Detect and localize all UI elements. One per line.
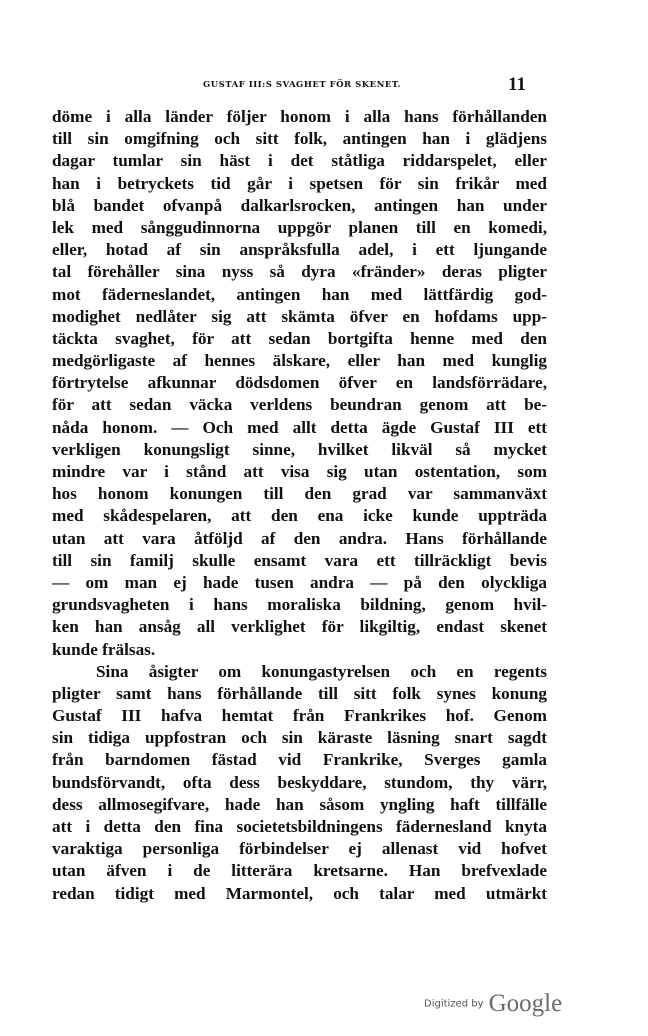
text-line: till sin omgifning och sitt folk, antingen han i glädjens [52,129,547,149]
text-line: eller, hotad af sin anspråksfulla adel, i ett ljungande [52,240,547,260]
text-line: mot fäderneslandet, antingen han med lättfärdig god- [52,284,547,304]
text-line: utan att vara åtföljd af den andra. Hans förhållande [52,528,547,548]
text-line: Gustaf III hafva hemtat från Frankrikes hof. Genom [52,706,547,726]
text-line: blå bandet ofvanpå dalkarlsrocken, antingen han under [52,195,547,215]
text-line: lek med sånggudinnorna uppgör planen till en komedi, [52,217,547,237]
paragraph-last-line: kunde frälsas. [52,639,156,659]
text-line: dess allmosegifvare, hade han såsom yngling haft tillfälle [52,794,547,814]
text-line: förtrytelse afkunnar dödsdomen öfver en landsförrädare, [52,373,547,393]
text-line: att i detta den fina societetsbildningens fädernesland knyta [52,817,547,836]
text-line: pligter samt hans förhållande till sitt folk synes konung [52,683,547,703]
google-logo: Google [488,990,563,1017]
running-header [0,74,648,98]
text-line: täckta svaghet, för att sedan bortgifta henne med den [52,328,547,348]
digitized-by-label: Digitized by [424,998,484,1010]
text-line: tal förehåller sina nyss så dyra «fränder» deras pligter [52,262,547,282]
page-number: 11 [508,74,526,95]
text-line: mindre var i stånd att visa sig utan ostentation, som [52,462,547,481]
text-line: verkligen konungsligt sinne, hvilket likväl så mycket [52,439,547,459]
text-line: — om man ej hade tusen andra — på den olyckliga [52,572,547,592]
text-line: för att sedan väcka verldens beundran genom att be- [52,395,547,415]
running-title: GUSTAF III:S SVAGHET FÖR SKENET. [202,80,402,90]
text-line: nåda honom. — Och med allt detta ägde Gustaf III ett [52,417,547,437]
text-line: redan tidigt med Marmontel, och talar med utmärkt [52,883,547,903]
paragraph-first-line: Sina åsigter om konungastyrelsen och en regents [96,661,547,681]
text-line: döme i alla länder följer honom i alla hans förhållanden [52,107,547,126]
text-line: han i betryckets tid går i spetsen för sin frikår med [52,173,547,193]
body-text [52,106,547,905]
text-line: bundsförvandt, ofta dess beskyddare, stundom, thy värr, [52,772,547,792]
text-line: sin tidiga uppfostran och sin käraste läsning snart sagdt [52,728,547,748]
text-line: dagar tumlar sin häst i det ståtliga riddarspelet, eller [52,151,547,171]
text-line: med skådespelaren, att den ena icke kunde uppträda [52,506,547,526]
text-line: modighet nedlåter sig att skämta öfver en hofdams upp- [52,306,547,326]
text-line: från barndomen fästad vid Frankrike, Sverges gamla [52,750,547,770]
text-line: grundsvagheten i hans moraliska bildning, genom hvil- [52,595,547,615]
text-line: ken han ansåg all verklighet för likgiltig, endast skenet [52,617,547,637]
text-line: hos honom konungen till den grad var sammanväxt [52,484,547,504]
text-line: utan äfven i de litterära kretsarne. Han brefvexlade [52,861,547,881]
digitized-by-watermark [424,990,562,1020]
text-line: till sin familj skulle ensamt vara ett tillräckligt bevis [52,550,547,570]
text-line: medgörligaste af hennes älskare, eller han med kunglig [52,351,547,371]
text-line: varaktiga personliga förbindelser ej allenast vid hofvet [52,839,547,859]
